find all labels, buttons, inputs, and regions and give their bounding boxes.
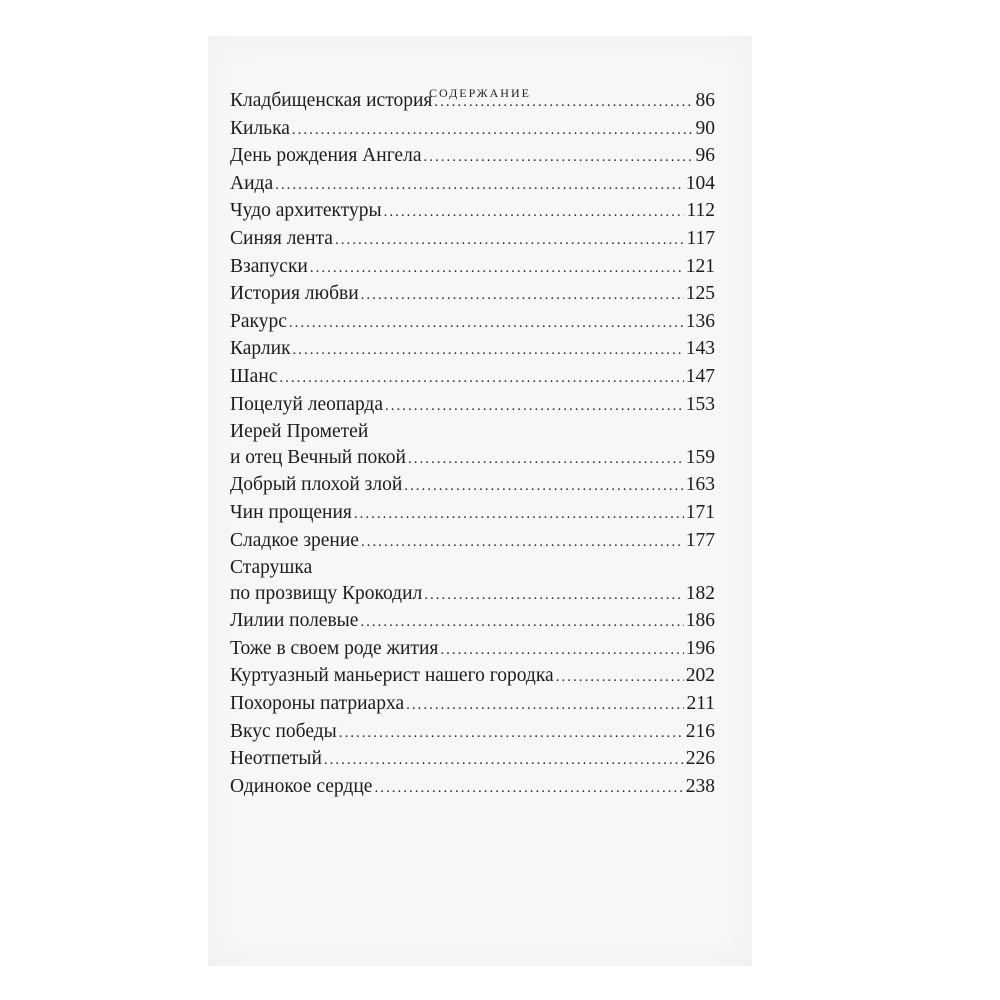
page-title: содержание xyxy=(429,82,531,101)
dot-leader xyxy=(361,283,684,309)
toc-entry-page: 125 xyxy=(685,283,715,305)
toc-entry-page: 216 xyxy=(685,720,715,742)
toc-entry xyxy=(230,419,715,472)
toc-entry-page: 196 xyxy=(685,637,715,659)
toc-entry-page: 186 xyxy=(685,610,715,632)
toc-entry xyxy=(230,472,715,500)
toc-entry xyxy=(230,719,715,747)
dot-leader xyxy=(360,610,683,636)
dot-leader xyxy=(404,474,683,500)
toc-entry-title: Аида xyxy=(230,172,274,194)
toc-entry xyxy=(230,746,715,774)
dot-leader xyxy=(310,256,684,282)
toc-entry xyxy=(230,555,715,608)
toc-entry-page: 90 xyxy=(695,117,715,139)
toc-entry-title: История любви xyxy=(230,283,359,305)
toc-entry-page: 121 xyxy=(685,255,715,277)
toc-entry-page: 86 xyxy=(695,90,715,111)
toc-entry-page: 202 xyxy=(685,665,715,687)
toc-entry-page: 211 xyxy=(686,693,715,715)
toc-entry-title: Одинокое сердце xyxy=(230,775,373,797)
dot-leader xyxy=(384,200,685,226)
toc-entry xyxy=(230,500,715,528)
toc-entry xyxy=(230,774,715,802)
dot-leader xyxy=(289,311,684,337)
dot-leader xyxy=(324,748,684,774)
dot-leader xyxy=(293,338,684,364)
toc-entry-title: Чудо архитектуры xyxy=(230,200,382,222)
toc-entry-title: Неотпетый xyxy=(230,748,322,770)
toc-entry xyxy=(230,608,715,636)
dot-leader xyxy=(279,366,683,392)
toc-entry-page: 153 xyxy=(685,393,715,415)
dot-leader xyxy=(275,173,684,199)
toc-entry-title: Вкус победы xyxy=(230,720,337,742)
toc-entry-page: 147 xyxy=(685,365,715,387)
toc-entry-title: по прозвищу Крокодил xyxy=(230,582,423,604)
dot-leader xyxy=(440,638,683,664)
dot-leader xyxy=(434,90,693,116)
dot-leader xyxy=(339,721,684,747)
dot-leader xyxy=(385,394,684,420)
toc-entry xyxy=(230,143,715,171)
toc-entry-page: 159 xyxy=(685,446,715,468)
toc-entry-page: 177 xyxy=(685,529,715,551)
toc-entry-title: Сладкое зрение xyxy=(230,529,359,551)
toc-entry xyxy=(230,364,715,392)
toc-entry-title-line1: Старушка xyxy=(230,557,313,579)
dot-leader xyxy=(423,145,693,171)
toc-entry-title: Добрый плохой злой xyxy=(230,474,403,496)
toc-entry-page: 104 xyxy=(685,172,715,194)
toc-entry-page: 136 xyxy=(685,310,715,332)
dot-leader xyxy=(292,118,694,144)
toc-entry-title-line1: Иерей Прометей xyxy=(230,421,369,443)
toc-entry-title: Кладбищенская история xyxy=(230,90,433,111)
toc-entry-page: 163 xyxy=(685,474,715,496)
toc-entry xyxy=(230,254,715,282)
toc-entry xyxy=(230,88,715,116)
toc-entry-title: Карлик xyxy=(230,338,291,360)
toc-entry-page: 238 xyxy=(685,775,715,797)
toc-entry xyxy=(230,226,715,254)
toc-entry xyxy=(230,528,715,556)
toc-entry-page: 117 xyxy=(686,227,715,249)
dot-leader xyxy=(424,583,684,609)
dot-leader xyxy=(408,447,684,473)
dot-leader xyxy=(335,228,685,254)
toc-entry-page: 96 xyxy=(695,145,715,167)
toc-entry-title: Синяя лента xyxy=(230,227,333,249)
dot-leader xyxy=(556,665,684,691)
toc-entry xyxy=(230,116,715,144)
toc-entry-page: 112 xyxy=(686,200,715,222)
toc-entry-title: Куртуазный маньерист нашего городка xyxy=(230,665,554,687)
dot-leader xyxy=(361,530,684,556)
toc-entry-title: Чин прощения xyxy=(230,501,352,523)
toc-entry-title: Тоже в своем роде жития xyxy=(230,637,439,659)
toc-entry-title: Взапуски xyxy=(230,255,308,277)
dot-leader xyxy=(354,502,684,528)
toc-entry xyxy=(230,171,715,199)
table-of-contents xyxy=(230,88,715,801)
dot-leader xyxy=(406,693,684,719)
toc-entry-title: Лилии полевые xyxy=(230,610,359,632)
toc-entry xyxy=(230,691,715,719)
toc-entry-page: 171 xyxy=(685,501,715,523)
toc-entry-page: 143 xyxy=(685,338,715,360)
toc-entry-title: Шанс xyxy=(230,365,278,387)
toc-entry xyxy=(230,336,715,364)
toc-entry xyxy=(230,281,715,309)
toc-entry-title: Ракурс xyxy=(230,310,287,332)
toc-entry-title: и отец Вечный покой xyxy=(230,446,406,468)
dot-leader xyxy=(374,776,683,802)
toc-entry xyxy=(230,636,715,664)
toc-entry xyxy=(230,663,715,691)
toc-entry xyxy=(230,198,715,226)
toc-entry-page: 182 xyxy=(685,582,715,604)
toc-entry-title: Поцелуй леопарда xyxy=(230,393,384,415)
toc-entry xyxy=(230,309,715,337)
toc-entry-title: Похороны патриарха xyxy=(230,693,405,715)
toc-entry-title: Килька xyxy=(230,117,290,139)
toc-entry-title: День рождения Ангела xyxy=(230,145,422,167)
toc-entry xyxy=(230,392,715,420)
toc-entry-page: 226 xyxy=(685,748,715,770)
